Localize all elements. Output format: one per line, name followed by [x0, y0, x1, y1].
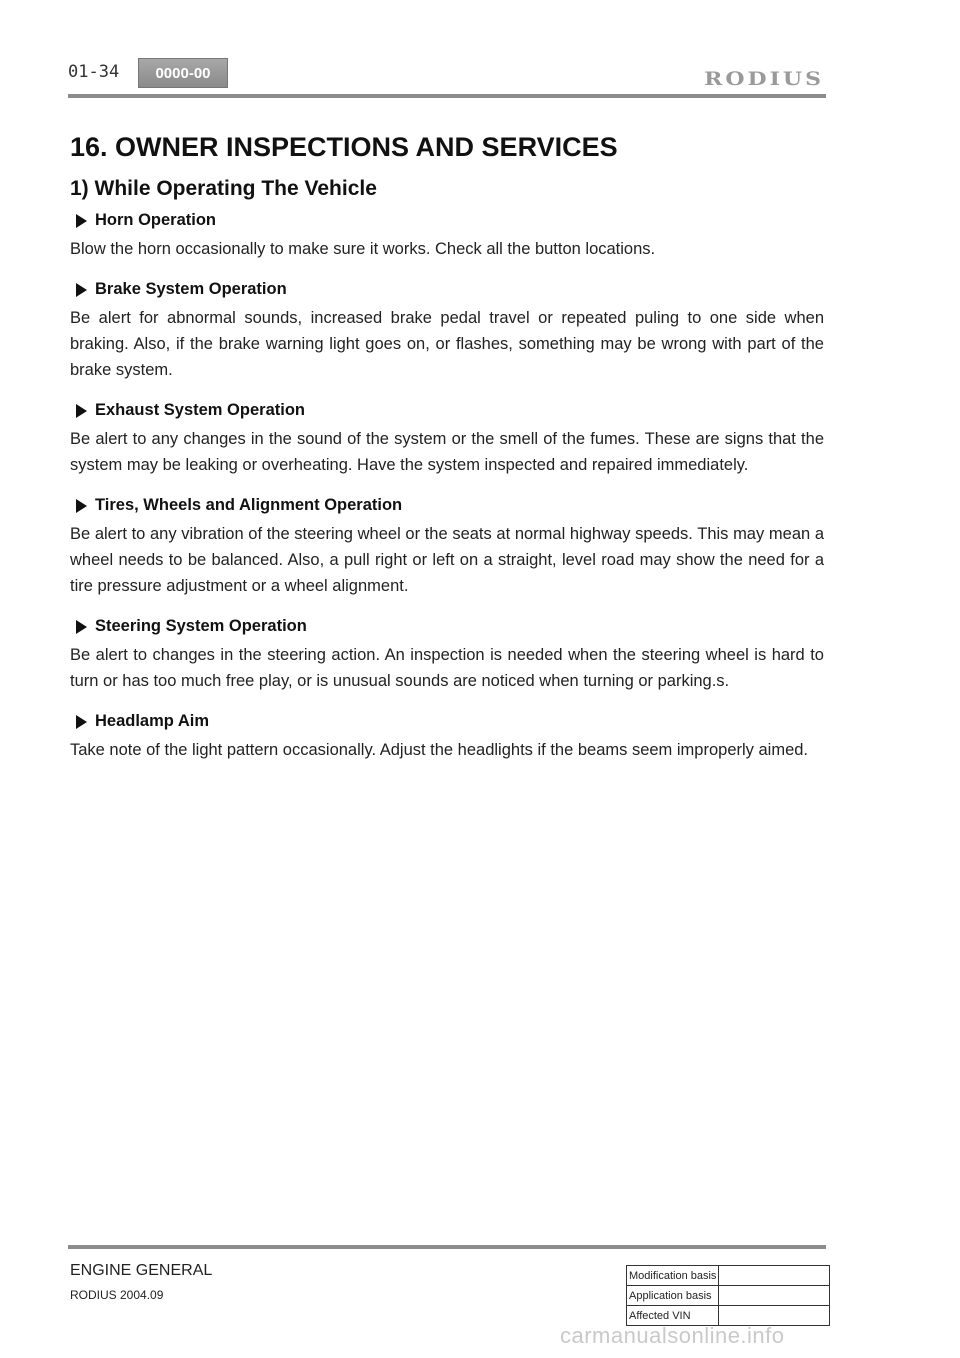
- triangle-bullet-icon: [76, 404, 87, 418]
- inspection-item-tires: [70, 496, 824, 599]
- item-body: Be alert to any changes in the sound of the system or the smell of the fumes. These are signs that the system may be leaking or overheating. Have the system inspected and repaired immediately.: [70, 430, 824, 474]
- item-heading-text: Headlamp Aim: [95, 712, 210, 730]
- item-heading: [76, 496, 824, 515]
- triangle-bullet-icon: [76, 283, 87, 297]
- brand-logo: RODIUS: [704, 67, 824, 91]
- item-heading-text: Horn Operation: [95, 211, 217, 229]
- watermark: carmanualsonline.info: [560, 1323, 785, 1348]
- section-title: 1) While Operating The Vehicle: [70, 177, 377, 200]
- item-heading: [76, 401, 824, 420]
- item-body: Be alert to changes in the steering action. An inspection is needed when the steering wheel is hard to turn or has too much free play, or is unusual sounds are noticed when turning or parking.s.: [70, 646, 824, 690]
- item-heading-text: Tires, Wheels and Alignment Operation: [95, 496, 403, 514]
- page-title: 16. OWNER INSPECTIONS AND SERVICES: [70, 132, 618, 162]
- table-label: Application basis: [627, 1286, 719, 1306]
- item-body: Take note of the light pattern occasionally. Adjust the headlights if the beams seem improperly aimed.: [70, 741, 809, 759]
- item-body: Blow the horn occasionally to make sure it works. Check all the button locations.: [70, 240, 656, 258]
- item-heading-text: Exhaust System Operation: [95, 401, 305, 419]
- modification-table: [626, 1265, 830, 1326]
- item-heading: [76, 211, 824, 230]
- item-heading: [76, 617, 824, 636]
- table-value: [719, 1266, 830, 1286]
- inspection-item-exhaust: [70, 401, 824, 478]
- inspection-item-brake: [70, 280, 824, 383]
- item-heading-text: Brake System Operation: [95, 280, 287, 298]
- table-row: [627, 1286, 830, 1306]
- triangle-bullet-icon: [76, 620, 87, 634]
- triangle-bullet-icon: [76, 715, 87, 729]
- table-row: [627, 1266, 830, 1286]
- table-label: Affected VIN: [627, 1306, 719, 1326]
- section-code: 0000-00: [155, 64, 211, 82]
- inspection-item-steering: [70, 617, 824, 694]
- page-content: [70, 132, 824, 781]
- page-number: 01-34: [68, 62, 120, 82]
- footer-section-name: ENGINE GENERAL: [70, 1262, 213, 1279]
- header-divider: [68, 94, 826, 98]
- triangle-bullet-icon: [76, 499, 87, 513]
- footer-edition: RODIUS 2004.09: [70, 1288, 164, 1302]
- inspection-item-horn: [70, 211, 824, 262]
- item-heading: [76, 712, 824, 731]
- item-body: Be alert to any vibration of the steering wheel or the seats at normal highway speeds. This may mean a wheel needs to be balanced. Also, a pull right or left on a straight, level road may show the need for a tire pressure adjustment or a wheel alignment.: [70, 525, 824, 595]
- table-value: [719, 1286, 830, 1306]
- footer-divider: [68, 1245, 826, 1249]
- item-body: Be alert for abnormal sounds, increased brake pedal travel or repeated puling to one side when braking. Also, if the brake warning light goes on, or flashes, something may be wrong with part of the brake system.: [70, 309, 824, 379]
- item-heading: [76, 280, 824, 299]
- table-label: Modification basis: [627, 1266, 719, 1286]
- section-code-tab: [138, 58, 228, 88]
- triangle-bullet-icon: [76, 214, 87, 228]
- inspection-item-headlamp: [70, 712, 824, 763]
- item-heading-text: Steering System Operation: [95, 617, 307, 635]
